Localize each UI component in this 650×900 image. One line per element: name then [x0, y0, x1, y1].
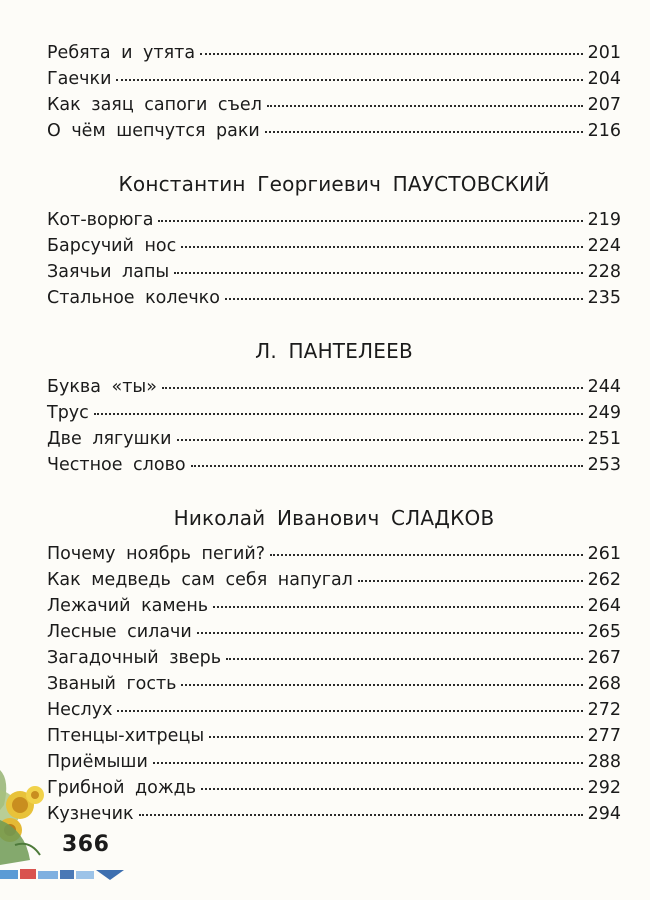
- dot-leader: [226, 658, 583, 660]
- author-heading: Николай Иванович СЛАДКОВ: [173, 506, 495, 530]
- dot-leader: [191, 465, 583, 467]
- entry-page: 251: [587, 429, 621, 449]
- toc-section: [47, 40, 621, 144]
- dot-leader: [270, 554, 583, 556]
- dot-leader: [197, 632, 583, 634]
- entry-title: Барсучий нос: [47, 236, 177, 256]
- dot-leader: [209, 736, 582, 738]
- entry-page: 207: [587, 95, 621, 115]
- entry-page: 294: [587, 804, 621, 824]
- entry-title: Грибной дождь: [47, 778, 197, 798]
- dot-leader: [162, 387, 583, 389]
- entry-title: Званый гость: [47, 674, 177, 694]
- toc-entry: [47, 775, 621, 801]
- entry-page: 265: [587, 622, 621, 642]
- dot-leader: [267, 105, 583, 107]
- entry-page: 292: [587, 778, 621, 798]
- dandelion-illustration: [0, 750, 80, 880]
- dot-leader: [174, 272, 582, 274]
- toc-entry: [47, 400, 621, 426]
- entry-title: Неслух: [47, 700, 113, 720]
- entry-page: 224: [587, 236, 621, 256]
- entry-page: 216: [587, 121, 621, 141]
- table-of-contents: [47, 40, 621, 827]
- dot-leader: [177, 439, 583, 441]
- entry-page: 249: [587, 403, 621, 423]
- entry-page: 288: [587, 752, 621, 772]
- toc-entry: [47, 452, 621, 478]
- toc-entry: [47, 118, 621, 144]
- entry-page: 201: [587, 43, 621, 63]
- dot-leader: [158, 220, 582, 222]
- page-number: 366: [62, 832, 110, 857]
- toc-section: [47, 311, 621, 478]
- entry-title: Лесные силачи: [47, 622, 192, 642]
- toc-entry: [47, 619, 621, 645]
- toc-entry: [47, 645, 621, 671]
- toc-entry: [47, 40, 621, 66]
- dot-leader: [265, 131, 583, 133]
- entry-title: О чём шепчутся раки: [47, 121, 260, 141]
- dot-leader: [116, 79, 582, 81]
- entry-title: Гаечки: [47, 69, 112, 89]
- entry-page: 272: [587, 700, 621, 720]
- dot-leader: [181, 246, 582, 248]
- dot-leader: [153, 762, 583, 764]
- dot-leader: [117, 710, 582, 712]
- toc-entry: [47, 697, 621, 723]
- entry-title: Птенцы-хитрецы: [47, 726, 205, 746]
- toc-section: [47, 144, 621, 311]
- toc-entry: [47, 92, 621, 118]
- entry-title: Кот-ворюга: [47, 210, 154, 230]
- entry-title: Почему ноябрь пегий?: [47, 544, 265, 564]
- toc-entry: [47, 285, 621, 311]
- toc-entry: [47, 66, 621, 92]
- entry-title: Загадочный зверь: [47, 648, 222, 668]
- decorative-border-strip: [0, 866, 130, 882]
- entry-title: Заячьи лапы: [47, 262, 170, 282]
- toc-entry: [47, 259, 621, 285]
- entry-page: 277: [587, 726, 621, 746]
- entry-title: Приёмыши: [47, 752, 148, 772]
- toc-entry: [47, 233, 621, 259]
- toc-entry: [47, 541, 621, 567]
- toc-section: [47, 478, 621, 827]
- toc-entry: [47, 749, 621, 775]
- author-heading: Л. ПАНТЕЛЕЕВ: [255, 339, 413, 363]
- dot-leader: [201, 788, 583, 790]
- toc-entry: [47, 567, 621, 593]
- entry-page: 244: [587, 377, 621, 397]
- entry-page: 262: [587, 570, 621, 590]
- dot-leader: [139, 814, 583, 816]
- entry-title: Трус: [47, 403, 89, 423]
- dot-leader: [94, 413, 583, 415]
- entry-page: 264: [587, 596, 621, 616]
- toc-entry: [47, 671, 621, 697]
- toc-entry: [47, 426, 621, 452]
- author-heading: Константин Георгиевич ПАУСТОВСКИЙ: [118, 172, 550, 196]
- entry-title: Ребята и утята: [47, 43, 196, 63]
- entry-title: Лежачий камень: [47, 596, 209, 616]
- dot-leader: [200, 53, 583, 55]
- entry-page: 268: [587, 674, 621, 694]
- entry-title: Как медведь сам себя напугал: [47, 570, 353, 590]
- entry-page: 219: [587, 210, 621, 230]
- entry-page: 253: [587, 455, 621, 475]
- dot-leader: [358, 580, 583, 582]
- toc-entry: [47, 801, 621, 827]
- toc-entry: [47, 593, 621, 619]
- entry-title: Честное слово: [47, 455, 186, 475]
- toc-entry: [47, 723, 621, 749]
- entry-title: Кузнечик: [47, 804, 134, 824]
- entry-page: 267: [587, 648, 621, 668]
- entry-title: Как заяц сапоги съел: [47, 95, 262, 115]
- entry-page: 228: [587, 262, 621, 282]
- entry-page: 261: [587, 544, 621, 564]
- entry-page: 235: [587, 288, 621, 308]
- dot-leader: [181, 684, 582, 686]
- entry-title: Стальное колечко: [47, 288, 220, 308]
- entry-title: Две лягушки: [47, 429, 172, 449]
- dot-leader: [213, 606, 583, 608]
- toc-entry: [47, 374, 621, 400]
- entry-title: Буква «ты»: [47, 377, 157, 397]
- dot-leader: [225, 298, 583, 300]
- entry-page: 204: [587, 69, 621, 89]
- toc-entry: [47, 207, 621, 233]
